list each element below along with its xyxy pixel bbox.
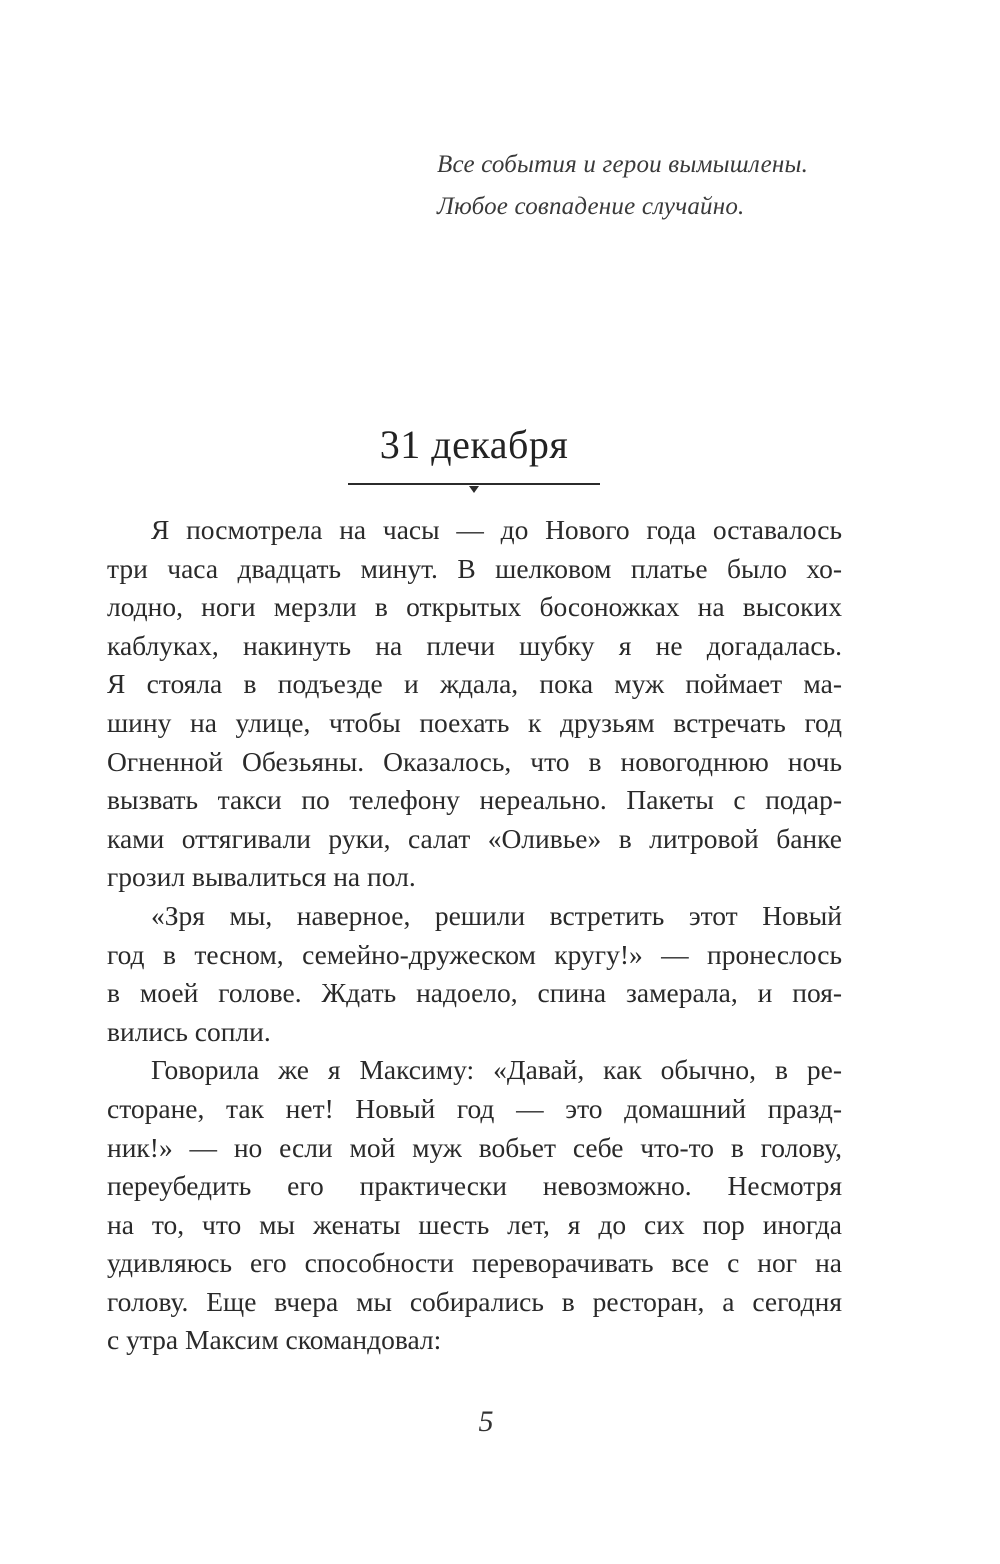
text-line: Я стояла в подъезде и ждала, пока муж поймает ма- (107, 668, 842, 700)
text-line: шину на улице, чтобы поехать к друзьям встречать год (107, 706, 842, 738)
disclaimer-line: Все события и герои вымышлены. (437, 151, 809, 178)
epigraph-disclaimer (437, 144, 867, 228)
chapter-title: 31 декабря (379, 422, 569, 467)
text-line: ник!» — но если мой муж вобьет себе что-то в голову, (107, 1131, 842, 1163)
title-divider-rule (348, 483, 600, 485)
text-line: грозил вывалиться на пол. (107, 861, 416, 893)
text-line: лодно, ноги мерзли в открытых босоножках на высоких (107, 591, 842, 623)
body-text (107, 511, 842, 1360)
text-line: Говорила же я Максиму: «Давай, как обычно, в ре- (151, 1054, 842, 1086)
page-number: 5 (478, 1405, 494, 1438)
text-line: удивляюсь его способности переворачивать все с ног на (107, 1247, 842, 1279)
text-line: в моей голове. Ждать надоело, спина замерала, и поя- (107, 977, 842, 1009)
text-line: ками оттягивали руки, салат «Оливье» в литровой банке (107, 822, 842, 854)
text-line: переубедить его практически невозможно. Несмотря (107, 1170, 842, 1202)
text-line: сторане, так нет! Новый год — это домашний празд- (107, 1092, 842, 1124)
text-line: Я посмотрела на часы — до Нового года оставалось (151, 514, 842, 545)
text-line: голову. Еще вчера мы собирались в ресторан, а сегодня (107, 1285, 842, 1317)
text-line: с утра Максим скомандовал: (107, 1324, 442, 1356)
text-line: три часа двадцать минут. В шелковом платье было хо- (107, 552, 842, 584)
text-line: Огненной Обезьяны. Оказалось, что в новогоднюю ночь (107, 745, 842, 777)
text-line: вызвать такси по телефону нереально. Пакеты с подар- (107, 784, 842, 816)
text-line: год в тесном, семейно-дружеском кругу!» — пронеслось (107, 938, 842, 970)
title-ornament-icon (469, 486, 479, 493)
disclaimer-line: Любое совпадение случайно. (437, 193, 745, 220)
text-line: «Зря мы, наверное, решили встретить этот Новый (151, 899, 842, 931)
text-line: каблуках, накинуть на плечи шубку я не догадалась. (107, 629, 842, 661)
text-line: на то, что мы женаты шесть лет, я до сих пор иногда (107, 1208, 842, 1240)
text-line: вились сопли. (107, 1015, 271, 1047)
